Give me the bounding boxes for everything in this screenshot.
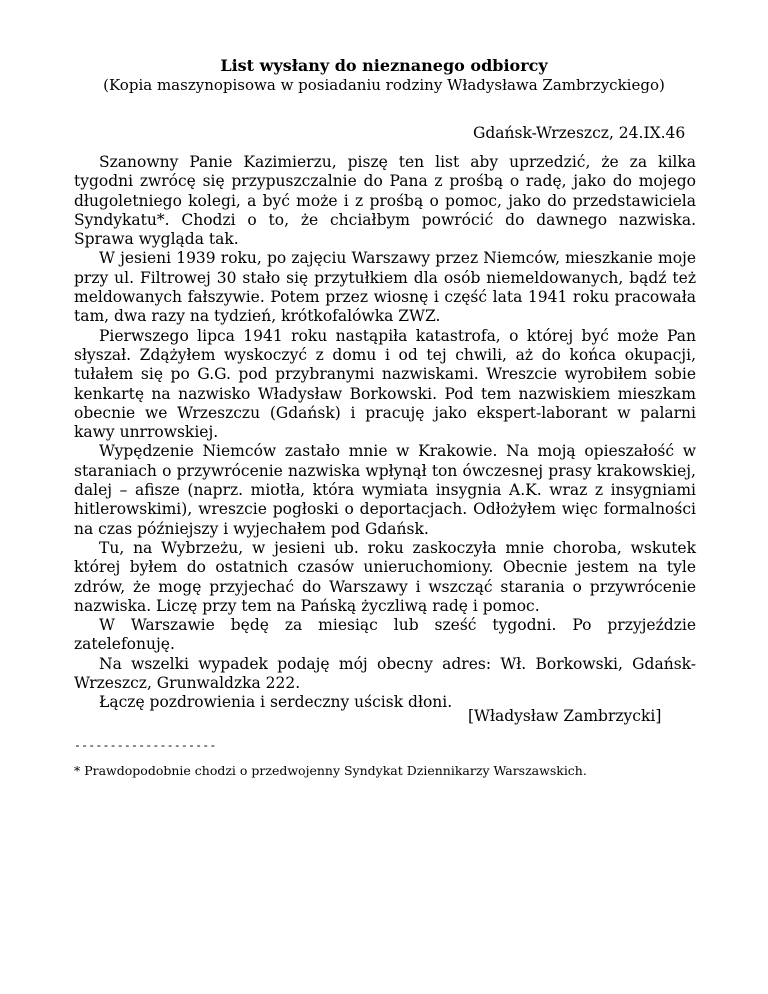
dateline: Gdańsk-Wrzeszcz, 24.IX.46 <box>473 124 686 142</box>
letter-body <box>74 153 696 713</box>
signature: [Władysław Zambrzycki] <box>468 707 662 725</box>
paragraph: Na wszelki wypadek podaję mój obecny adres: Wł. Borkowski, Gdańsk-Wrzeszcz, Grunwaldzka 222. <box>74 654 696 693</box>
paragraph: W jesieni 1939 roku, po zajęciu Warszawy przez Niemców, mieszkanie moje przy ul. Filtrowej 30 stało się przytułkiem dla osób niemeldowanych, bądź też meldowanych fałszywie. Potem przez wiosnę i część lata 1941 roku pracowała tam, dwa razy na tydzień, krótkofalówka ZWZ. <box>74 249 696 326</box>
paragraph: Szanowny Panie Kazimierzu, piszę ten list aby uprzedzić, że za kilka tygodni zwrócę się przypuszczalnie do Pana z prośbą o radę, jako do mojego długoletniego kolegi, a być może i z prośbą o pomoc, jako do przedstawiciela Syndykatu*. Chodzi o to, że chciałbym powrócić do dawnego nazwiska. Sprawa wygląda tak. <box>74 153 696 249</box>
document-subtitle: (Kopia maszynopisowa w posiadaniu rodziny Władysława Zambrzyckiego) <box>103 76 665 94</box>
paragraph: Wypędzenie Niemców zastało mnie w Krakowie. Na moją opieszałość w staraniach o przywrócenie nazwiska wpłynął ton ówczesnej prasy krakowskiej, dalej – afisze (naprz. miotła, która wymiata insygnia A.K. wraz z insygniami hitlerowskimi), wreszcie pogłoski o deportacjach. Odłożyłem więc formalności na czas późniejszy i wyjechałem pod Gdańsk. <box>74 442 696 538</box>
footnote-separator: -------------------- <box>74 738 217 752</box>
paragraph: Pierwszego lipca 1941 roku nastąpiła katastrofa, o której być może Pan słyszał. Zdążyłem wyskoczyć z domu i od tej chwili, aż do końca okupacji, tułałem się po G.G. pod przybranymi nazwiskami. Wreszcie wyrobiłem sobie kenkartę na nazwisko Władysław Borkowski. Pod tem nazwiskiem mieszkam obecnie we Wrzeszczu (Gdańsk) i pracuję jako ekspert-laborant w palarni kawy unrrowskiej. <box>74 326 696 442</box>
paragraph: Tu, na Wybrzeżu, w jesieni ub. roku zaskoczyła mnie choroba, wskutek której byłem do ostatnich czasów unieruchomiony. Obecnie jestem na tyle zdrów, że mogę przyjechać do Warszawy i wszcząć starania o przywrócenie nazwiska. Liczę przy tem na Pańską życzliwą radę i pomoc. <box>74 538 696 615</box>
paragraph: Łączę pozdrowienia i serdeczny uścisk dłoni. <box>99 693 453 712</box>
document-title: List wysłany do nieznanego odbiorcy <box>220 56 548 75</box>
paragraph: W Warszawie będę za miesiąc lub sześć tygodni. Po przyjeździe zatelefonuję. <box>74 616 696 654</box>
footnote: * Prawdopodobnie chodzi o przedwojenny Syndykat Dziennikarzy Warszawskich. <box>74 763 587 778</box>
